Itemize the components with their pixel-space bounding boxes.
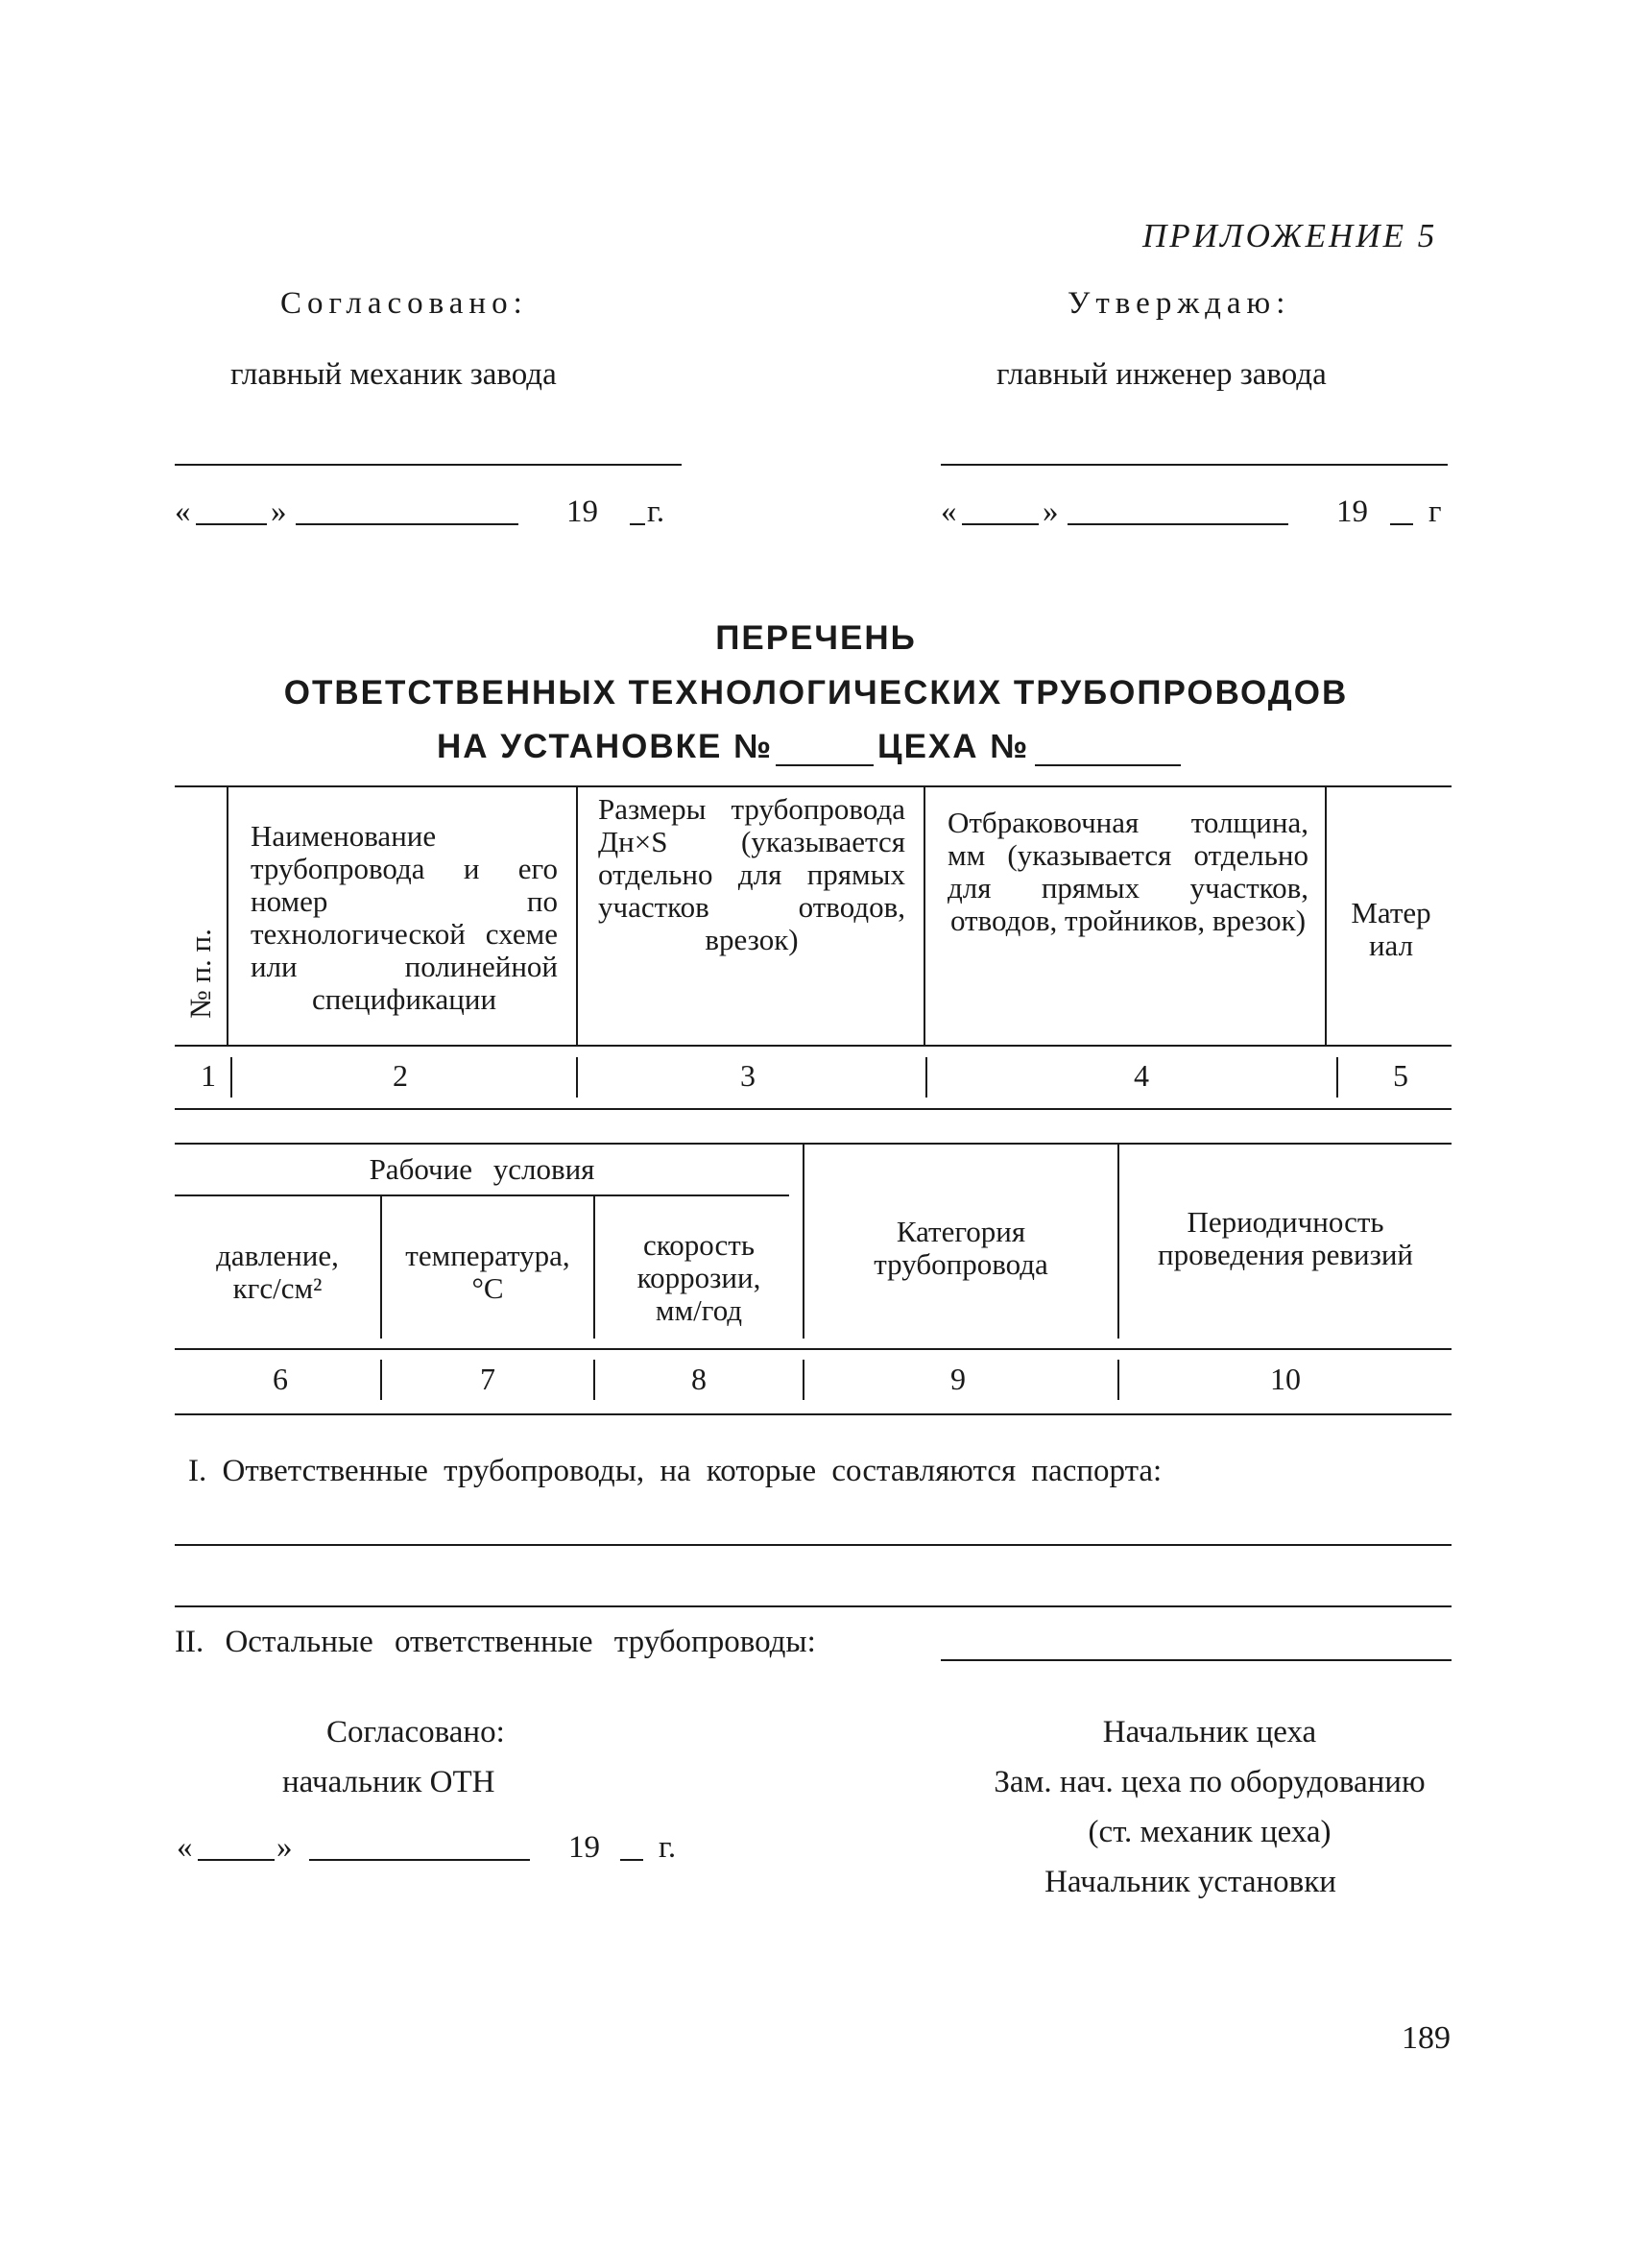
table1-col3-header-text: Размеры трубопровода Дн×S (указывается отдельно для прямых участков отводов, врезок) bbox=[598, 792, 905, 956]
table2-top-border bbox=[175, 1143, 1452, 1145]
date-right bbox=[941, 495, 1459, 533]
table1-top-border bbox=[175, 785, 1452, 787]
approve-right-label: Утверждаю: bbox=[1068, 286, 1291, 321]
table1-col2-header bbox=[246, 807, 563, 1029]
section-1-fill-line-1 bbox=[175, 1544, 1452, 1546]
title-workshop-label: ЦЕХА № bbox=[877, 728, 1030, 765]
table2-col6-header-text: давление, кгс/см² bbox=[216, 1239, 339, 1305]
table1-col-number-5: 5 bbox=[1393, 1058, 1408, 1093]
section-1-fill-line-2 bbox=[175, 1605, 1452, 1607]
table1-num-divider-2 bbox=[576, 1057, 578, 1098]
table1-col4-header bbox=[941, 807, 1315, 1029]
table2-col-number-10: 10 bbox=[1270, 1362, 1301, 1396]
table2-col9-header-text: Категория трубопровода bbox=[874, 1215, 1048, 1281]
document-title-line1: ПЕРЕЧЕНЬ bbox=[715, 619, 917, 657]
footer-right-line-1: Начальник цеха bbox=[1102, 1715, 1317, 1749]
footer-approved-role: начальник ОТН bbox=[282, 1765, 495, 1799]
table2-col8-header-text: скорость коррозии, мм/год bbox=[636, 1228, 761, 1327]
table2-col6-header bbox=[175, 1219, 380, 1325]
table1-col3-header bbox=[593, 793, 910, 1033]
date-left bbox=[175, 495, 693, 533]
table2-group-header bbox=[175, 1150, 789, 1189]
table2-num-divider-1 bbox=[380, 1360, 382, 1400]
section-2-text: II. Остальные ответственные трубопроводы: bbox=[175, 1625, 816, 1659]
table1-col-divider-3 bbox=[924, 785, 925, 1045]
table2-col-number-8: 8 bbox=[691, 1362, 707, 1396]
footer-date-year-suffix: г. bbox=[659, 1830, 677, 1865]
footer-date-month-line bbox=[309, 1859, 530, 1861]
table2-col8-header bbox=[595, 1218, 803, 1339]
table1-bottom-border bbox=[175, 1108, 1452, 1110]
table1-col-number-4: 4 bbox=[1134, 1058, 1149, 1093]
date-right-year: 19 bbox=[1336, 495, 1368, 529]
page-number: 189 bbox=[1402, 2020, 1451, 2056]
date-left-close: » bbox=[271, 495, 287, 529]
footer-right-line-3: (ст. механик цеха) bbox=[1088, 1815, 1332, 1849]
table1-col-number-2: 2 bbox=[393, 1058, 408, 1093]
table2-bottom-border bbox=[175, 1413, 1452, 1415]
table2-col7-header bbox=[382, 1219, 593, 1325]
table1-col5-header-text: Материал bbox=[1351, 896, 1431, 962]
section-1-text: I. Ответственные трубопроводы, на которые составляются паспорта: bbox=[188, 1454, 1163, 1488]
footer-right-line-2: Зам. нач. цеха по оборудованию bbox=[994, 1765, 1426, 1799]
signature-line-right bbox=[941, 464, 1448, 466]
table2-col-number-6: 6 bbox=[273, 1362, 288, 1396]
title-installation-label: НА УСТАНОВКЕ № bbox=[437, 728, 774, 765]
footer-date-close: » bbox=[276, 1830, 293, 1865]
date-left-year-suffix: г. bbox=[647, 495, 665, 529]
table1-num-divider-1 bbox=[230, 1057, 232, 1098]
table2-col-number-7: 7 bbox=[480, 1362, 495, 1396]
workshop-number-line bbox=[1035, 764, 1181, 766]
footer-date bbox=[177, 1830, 695, 1869]
footer-date-day-line bbox=[198, 1859, 275, 1861]
appendix-label: ПРИЛОЖЕНИЕ 5 bbox=[1142, 217, 1438, 254]
table1-num-divider-4 bbox=[1336, 1057, 1338, 1098]
table1-col4-header-text: Отбраковочная толщина, мм (указывается отдельно для прямых участков, отводов, тройников, врезок) bbox=[948, 806, 1308, 937]
table1-col5-header bbox=[1338, 891, 1444, 968]
table2-col9-header bbox=[804, 1181, 1117, 1315]
date-right-close: » bbox=[1043, 495, 1059, 529]
date-right-year-suffix: г bbox=[1428, 495, 1442, 529]
approve-right-role: главный инженер завода bbox=[996, 357, 1327, 392]
table-1 bbox=[175, 785, 1452, 1112]
section-2-fill-line bbox=[941, 1659, 1452, 1661]
table2-group-header-text: Рабочие условия bbox=[369, 1152, 595, 1186]
document-title-line3 bbox=[432, 728, 1200, 772]
date-right-month-line bbox=[1068, 523, 1288, 525]
footer-date-year-line bbox=[620, 1859, 643, 1861]
approved-left-label: Согласовано: bbox=[280, 286, 528, 321]
table1-header-bottom-border bbox=[175, 1045, 1452, 1047]
table1-col-divider-2 bbox=[576, 785, 578, 1045]
footer-right-line-4: Начальник установки bbox=[1044, 1865, 1336, 1899]
footer-approved-label: Согласовано: bbox=[326, 1715, 505, 1749]
table1-col1-header bbox=[175, 785, 227, 1045]
date-right-year-line bbox=[1390, 523, 1413, 525]
date-left-year-line bbox=[630, 523, 645, 525]
table2-col-number-9: 9 bbox=[950, 1362, 966, 1396]
date-right-day-line bbox=[962, 523, 1039, 525]
signature-line-left bbox=[175, 464, 682, 466]
footer-date-open: « bbox=[177, 1830, 193, 1865]
table2-group-underline bbox=[175, 1194, 789, 1196]
approved-left-role: главный механик завода bbox=[230, 357, 557, 392]
table2-num-divider-4 bbox=[1117, 1360, 1119, 1400]
installation-number-line bbox=[776, 764, 874, 766]
table1-col-number-1: 1 bbox=[201, 1058, 216, 1093]
table2-num-divider-3 bbox=[803, 1360, 804, 1400]
date-left-month-line bbox=[296, 523, 518, 525]
table1-col-number-3: 3 bbox=[740, 1058, 756, 1093]
table2-num-divider-2 bbox=[593, 1360, 595, 1400]
date-left-open: « bbox=[175, 495, 191, 529]
table1-col-divider-1 bbox=[227, 785, 228, 1045]
table1-col-divider-4 bbox=[1325, 785, 1327, 1045]
table2-col7-header-text: температура, °С bbox=[405, 1239, 570, 1305]
date-left-year: 19 bbox=[566, 495, 598, 529]
footer-date-year: 19 bbox=[568, 1830, 600, 1865]
date-right-open: « bbox=[941, 495, 957, 529]
date-left-day-line bbox=[196, 523, 267, 525]
document-title-line2: ОТВЕТСТВЕННЫХ ТЕХНОЛОГИЧЕСКИХ ТРУБОПРОВОДОВ bbox=[283, 674, 1349, 712]
table1-num-divider-3 bbox=[925, 1057, 927, 1098]
table1-col2-header-text: Наименование трубопровода и его номер по технологической схеме или полинейной спецификации bbox=[251, 819, 558, 1016]
table2-col10-header bbox=[1119, 1162, 1452, 1315]
table1-col1-header-text: № п. п. bbox=[183, 929, 217, 1019]
table2-col10-header-text: Периодичность проведения ревизий bbox=[1157, 1205, 1414, 1271]
table2-header-bottom-border bbox=[175, 1348, 1452, 1350]
table-2 bbox=[175, 1143, 1452, 1421]
